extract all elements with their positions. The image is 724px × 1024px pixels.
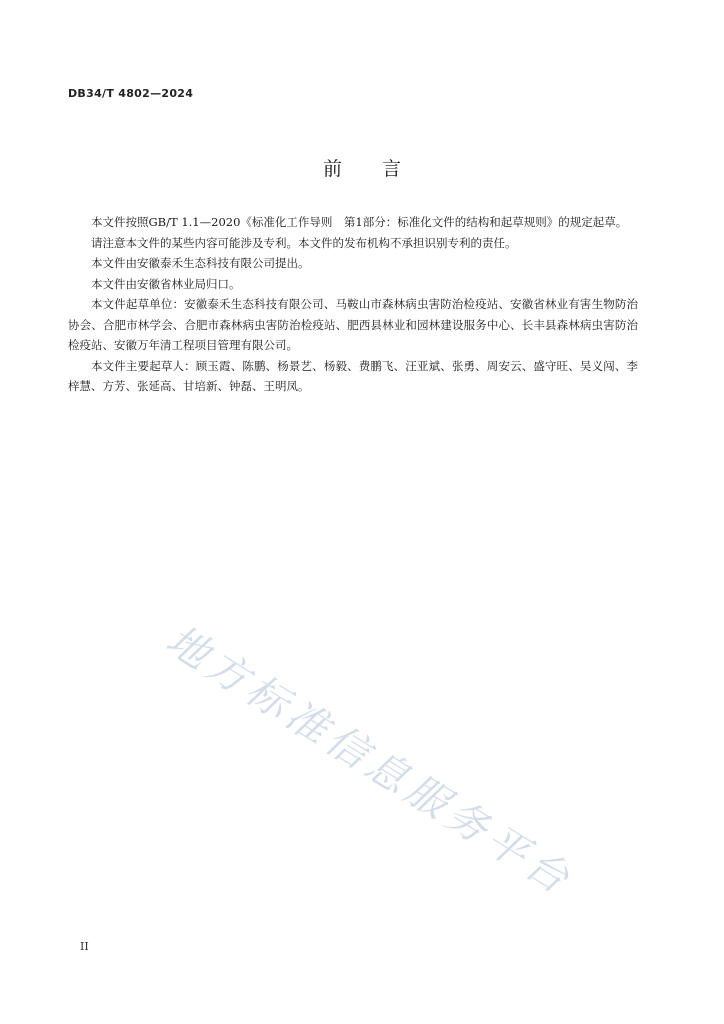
paragraph-drafting-units: 本文件起草单位：安徽泰禾生态科技有限公司、马鞍山市森林病虫害防治检疫站、安徽省林业有害生物防治协会、合肥市林学会、合肥市森林病虫害防治检疫站、肥西县林业和园林建设服务中心、长丰县森林病虫害防治检疫站、安徽万年清工程项目管理有限公司。 [68,297,638,352]
page-number: II [80,940,89,953]
document-code: DB34/T 4802—2024 [68,87,194,100]
paragraph-proposer: 本文件由安徽泰禾生态科技有限公司提出。 [91,256,310,270]
foreword-body [68,212,638,397]
paragraph-drafting-rules: 本文件按照GB/T 1.1—2020《标准化工作导则 第1部分：标准化文件的结构和起草规则》的规定起草。 [91,215,628,229]
paragraph-patent-notice: 请注意本文件的某些内容可能涉及专利。本文件的发布机构不承担识别专利的责任。 [91,235,517,250]
paragraph-administrator: 本文件由安徽省林业局归口。 [91,276,241,291]
page-title: 前言 [322,158,441,180]
watermark-text: 地方标准信息服务平台 [157,615,582,906]
paragraph-drafters: 本文件主要起草人：顾玉霞、陈鹏、杨景艺、杨毅、费鹏飞、汪亚斌、张勇、周安云、盛守旺、吴义闯、李梓慧、方芳、张延高、甘培新、钟磊、王明凤。 [68,358,638,393]
